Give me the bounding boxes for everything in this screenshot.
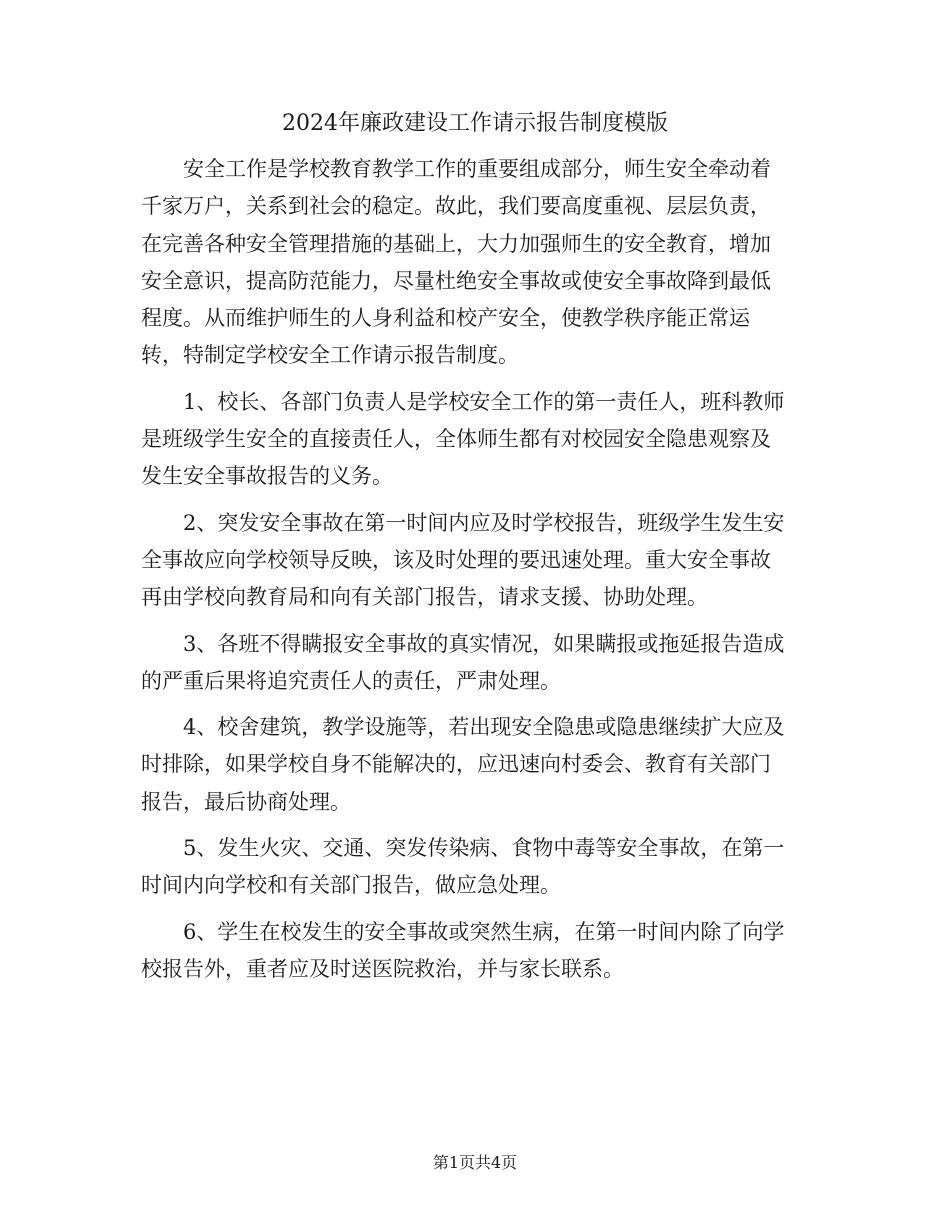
document-title: 2024年廉政建设工作请示报告制度模版 bbox=[282, 111, 668, 136]
paragraph-line: 再由学校向教育局和向有关部门报告，请求支援、协助处理。 bbox=[141, 585, 708, 610]
paragraph-intro bbox=[141, 151, 809, 375]
paragraph-line: 时间内向学校和有关部门报告，做应急处理。 bbox=[141, 873, 561, 898]
page-number: 第1页共4页 bbox=[432, 1153, 518, 1172]
paragraph-line: 2、突发安全事故在第一时间内应及时学校报告，班级学生发生安 bbox=[183, 510, 785, 535]
paragraph-line: 3、各班不得瞒报安全事故的真实情况，如果瞒报或拖延报告造成 bbox=[183, 631, 785, 656]
paragraph-line: 的严重后果将追究责任人的责任，严肃处理。 bbox=[141, 668, 561, 693]
paragraph-line: 5、发生火灾、交通、突发传染病、食物中毒等安全事故，在第一 bbox=[183, 836, 785, 861]
paragraph-item-4 bbox=[141, 709, 809, 821]
paragraph-line: 程度。从而维护师生的人身利益和校产安全，使教学秩序能正常运 bbox=[141, 306, 750, 331]
paragraph-line: 4、校舍建筑，教学设施等，若出现安全隐患或隐患继续扩大应及 bbox=[183, 715, 785, 740]
paragraph-line: 千家万户，关系到社会的稳定。故此，我们要高度重视、层层负责， bbox=[141, 194, 771, 219]
paragraph-line: 6、学生在校发生的安全事故或突然生病，在第一时间内除了向学 bbox=[183, 919, 785, 944]
paragraph-item-1 bbox=[141, 384, 809, 496]
paragraph-line: 时排除，如果学校自身不能解决的，应迅速向村委会、教育有关部门 bbox=[141, 752, 771, 777]
paragraph-line: 全事故应向学校领导反映，该及时处理的要迅速处理。重大安全事故 bbox=[141, 547, 771, 572]
document-body bbox=[141, 151, 809, 997]
paragraph-line: 发生安全事故报告的义务。 bbox=[141, 464, 393, 489]
paragraph-item-2 bbox=[141, 505, 809, 617]
paragraph-line: 安全工作是学校教育教学工作的重要组成部分，师生安全牵动着 bbox=[183, 157, 771, 181]
paragraph-line: 是班级学生安全的直接责任人，全体师生都有对校园安全隐患观察及 bbox=[141, 427, 771, 452]
paragraph-line: 校报告外，重者应及时送医院救治，并与家长联系。 bbox=[141, 956, 624, 981]
paragraph-line: 在完善各种安全管理措施的基础上，大力加强师生的安全教育，增加 bbox=[141, 231, 771, 256]
paragraph-line: 转，特制定学校安全工作请示报告制度。 bbox=[141, 343, 519, 368]
paragraph-item-6 bbox=[141, 914, 809, 989]
paragraph-item-5 bbox=[141, 830, 809, 905]
paragraph-line: 安全意识，提高防范能力，尽量杜绝安全事故或使安全事故降到最低 bbox=[141, 268, 771, 293]
paragraph-item-3 bbox=[141, 626, 809, 701]
paragraph-line: 1、校长、各部门负责人是学校安全工作的第一责任人，班科教师 bbox=[183, 389, 785, 414]
paragraph-line: 报告，最后协商处理。 bbox=[141, 789, 351, 814]
